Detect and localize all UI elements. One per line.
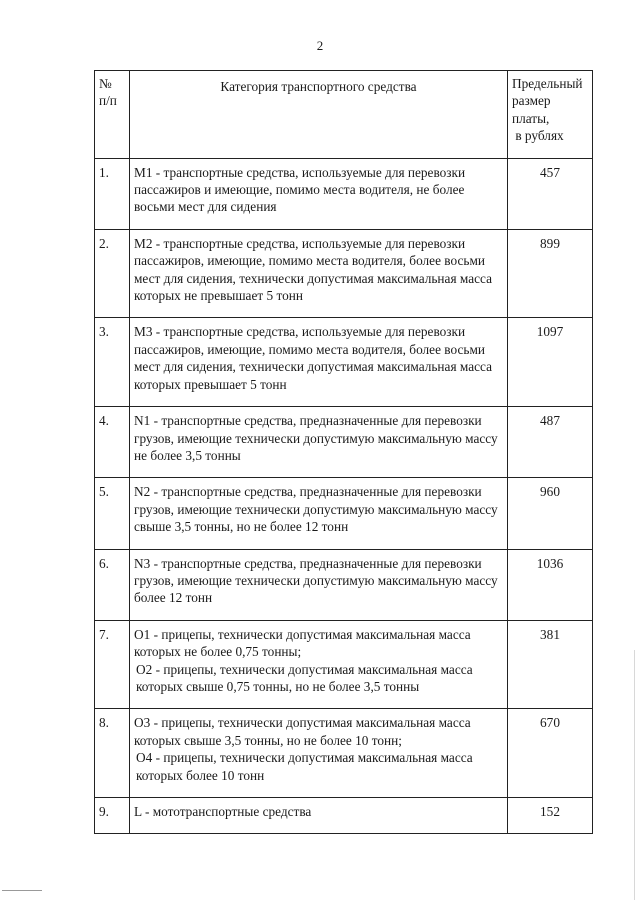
table-row: [95, 407, 593, 478]
row-number: 3.: [95, 318, 130, 407]
row-category: [130, 407, 508, 478]
header-fee-line: платы,: [512, 110, 550, 126]
category-text: M1 - транспортные средства, используемые для перевозки пассажиров и имеющие, помимо места водителя, не более восьми мест для сидения: [134, 164, 466, 215]
table-row: [95, 549, 593, 620]
row-category: [130, 478, 508, 549]
header-fee-line: размер: [512, 93, 551, 109]
row-category: [130, 549, 508, 620]
table-row: [95, 478, 593, 549]
table-row: [95, 620, 593, 709]
row-number: 9.: [95, 798, 130, 834]
page-number: 2: [316, 38, 324, 53]
row-number: 7.: [95, 620, 130, 709]
row-fee: 960: [508, 478, 593, 549]
header-number-line: №: [99, 76, 112, 91]
row-fee: 1036: [508, 549, 593, 620]
table-row: [95, 318, 593, 407]
header-fee-line: в рублях: [512, 128, 564, 144]
row-fee: 1097: [508, 318, 593, 407]
row-number: 6.: [95, 549, 130, 620]
row-fee: 670: [508, 709, 593, 798]
table-header-row: [95, 71, 593, 159]
category-text: M3 - транспортные средства, используемые для перевозки пассажиров, имеющие, помимо места водителя, более восьми мест для сидения, технически допустимая максимальная масса которых превышает 5 тонн: [134, 324, 492, 392]
category-text: N3 - транспортные средства, предназначенные для перевозки грузов, имеющие технически допустимую максимальную массу более 12 тонн: [134, 555, 498, 606]
row-number: 5.: [95, 478, 130, 549]
row-category: [130, 798, 508, 834]
row-fee: 487: [508, 407, 593, 478]
header-number-line: п/п: [99, 93, 117, 109]
scan-margin-mark: [2, 890, 42, 891]
column-header-number: [95, 71, 130, 159]
row-fee: 457: [508, 158, 593, 229]
row-number: 1.: [95, 158, 130, 229]
table-row: [95, 709, 593, 798]
category-text: N2 - транспортные средства, предназначенные для перевозки грузов, имеющие технически допустимую максимальную массу свыше 3,5 тонны, но не более 12 тонн: [134, 484, 498, 535]
table-row: [95, 798, 593, 834]
row-category: [130, 318, 508, 407]
row-number: 2.: [95, 229, 130, 318]
row-category: [130, 229, 508, 318]
row-number: 4.: [95, 407, 130, 478]
category-text: O2 - прицепы, технически допустимая максимальная масса которых свыше 0,75 тонны, но не более 3,5 тонны: [136, 661, 473, 694]
row-category: [130, 709, 508, 798]
scan-edge-mark: [634, 650, 635, 900]
row-fee: 381: [508, 620, 593, 709]
category-text: O1 - прицепы, технически допустимая максимальная масса которых не более 0,75 тонны;: [134, 626, 471, 660]
category-text: O3 - прицепы, технически допустимая максимальная масса которых свыше 3,5 тонны, но не более 10 тонн;: [134, 715, 471, 748]
vehicle-fee-table: [94, 70, 593, 834]
column-header-category: Категория транспортного средства: [130, 71, 508, 159]
row-category: [130, 158, 508, 229]
table-row: [95, 229, 593, 318]
row-fee: 152: [508, 798, 593, 834]
category-text: M2 - транспортные средства, используемые для перевозки пассажиров, имеющие, помимо места водителя, более восьми мест для сидения, технически допустимая максимальная масса которых не превышает 5 тонн: [134, 235, 492, 304]
header-fee-line: Предельный: [512, 76, 583, 91]
table-row: [95, 158, 593, 229]
column-header-fee: [508, 71, 593, 159]
category-text: O4 - прицепы, технически допустимая максимальная масса которых более 10 тонн: [136, 750, 473, 783]
row-category: [130, 620, 508, 709]
row-fee: 899: [508, 229, 593, 318]
category-text: L - мототранспортные средства: [134, 804, 312, 819]
row-number: 8.: [95, 709, 130, 798]
category-text: N1 - транспортные средства, предназначенные для перевозки грузов, имеющие технически допустимую максимальную массу не более 3,5 тонны: [134, 413, 498, 463]
